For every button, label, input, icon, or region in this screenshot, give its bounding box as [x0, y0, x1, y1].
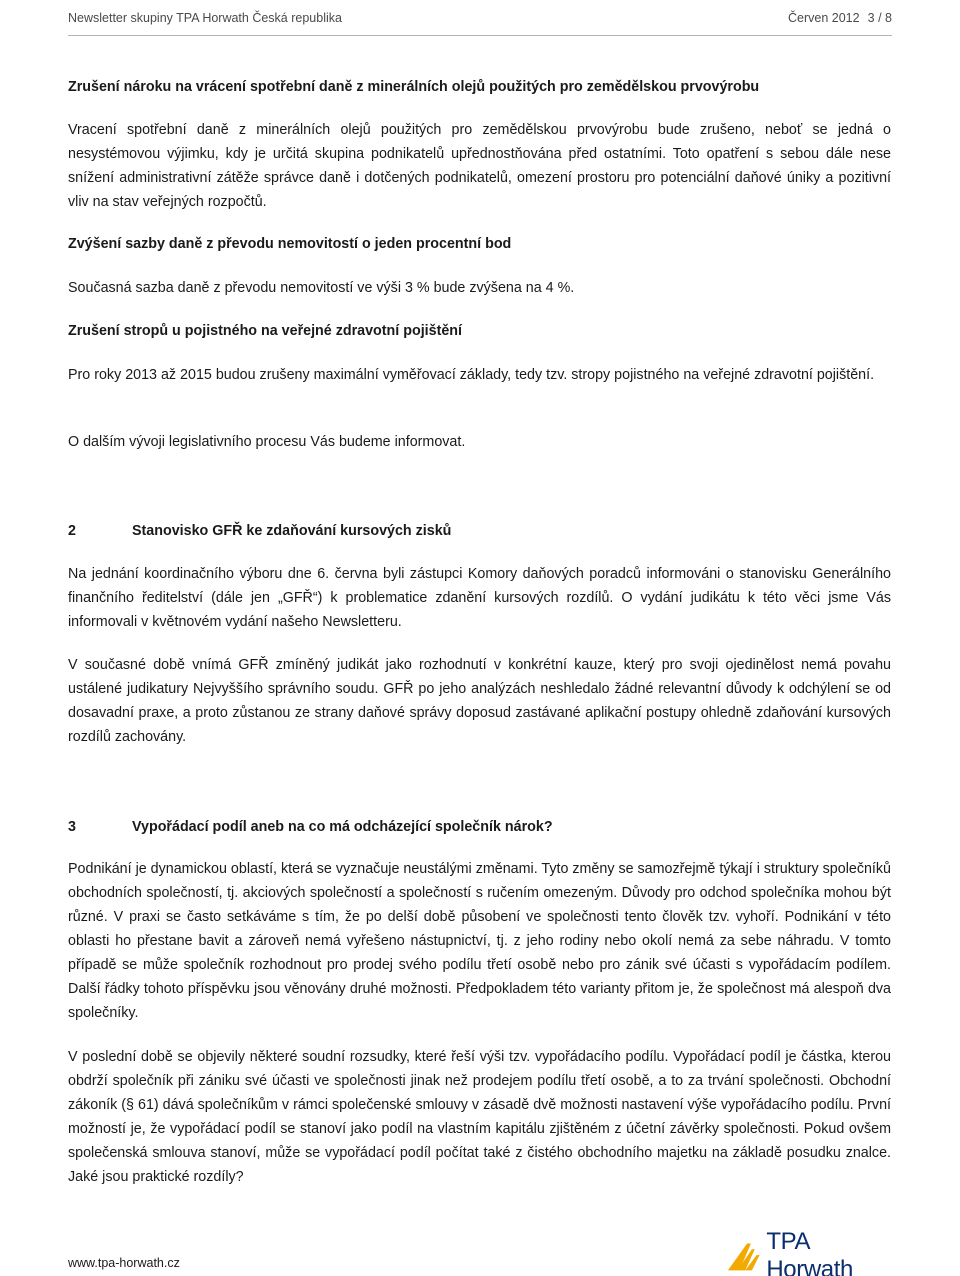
chapter-number: 3 — [68, 819, 76, 835]
section-heading-property-tax: Zvýšení sazby daně z převodu nemovitostí o jeden procentní bod — [68, 236, 512, 252]
paragraph-gfr-1: Na jednání koordinačního výboru dne 6. června byli zástupci Komory daňových poradců informováni o stanovisku Generálního finančního ředitelství (dále jen „GFŘ“) k problematice zdanění kursových rozdílů. O vydání judikátu k této věci jsme Vás informovali v květnovém vydání našeho Newsletteru. — [68, 566, 891, 630]
chapter-heading-settlement — [68, 815, 891, 839]
page-number: 3 / 8 — [867, 10, 892, 25]
issue-date: Červen 2012 — [788, 10, 860, 25]
chapter-number: 2 — [68, 523, 76, 539]
paragraph-settlement-1: Podnikání je dynamickou oblastí, která se vyznačuje neustálými změnami. Tyto změny se samozřejmě týkají i struktury společníků obchodních společností, tj. akciových společností a společností s ručením omezeným. Důvody pro odchod společníka mohou být různé. V praxi se často setkáváme s tím, že po delší době působení ve společnosti tento člověk tzv. vyhoří. Podnikání v této oblasti ho přestane bavit a zároveň nemá vyřešeno nástupnictví, tj. z jeho rodiny nebo okolí nemá za sebe náhradu. V tomto případě se může společník rozhodnout pro prodej svého podílu třetí osobě nebo pro zánik své účasti s vypořádacím podílem. Další řádky tohoto příspěvku jsou věnovány druhé možnosti. Předpokladem této varianty přitom je, že společnost má alespoň dva společníky. — [68, 861, 891, 1021]
paragraph-mineral-oils: Vracení spotřební daně z minerálních olejů použitých pro zemědělskou prvovýrobu bude zrušeno, neboť se jedná o nesystémovou výjimku, kdy je určitá skupina podnikatelů upřednostňována před ostatními. Toto opatření s sebou dále nese snížení administrativní zátěže správce daně i dotčených podnikatelů, omezení prostoru pro potenciální daňové úniky a pozitivní vliv na stav veřejných rozpočtů. — [68, 122, 891, 210]
paragraph-property-tax: Současná sazba daně z převodu nemovitostí ve výši 3 % bude zvýšena na 4 %. — [68, 280, 575, 296]
chapter-heading-gfr — [68, 519, 891, 543]
paragraph-insurance-caps: Pro roky 2013 až 2015 budou zrušeny maximální vyměřovací základy, tedy tzv. stropy pojistného na veřejné zdravotní pojištění. — [68, 367, 875, 383]
logo-text: TPA Horwath — [766, 1228, 853, 1276]
paragraph-settlement-2: V poslední době se objevily některé soudní rozsudky, které řeší výši tzv. vypořádacího podílu. Vypořádací podíl je částka, kterou obdrží společník při zániku své účasti ve společnosti jinak než prodejem podílu třetí osobě, a to za trvání společnosti. Obchodní zákoník (§ 61) dává společníkům v rámci společenské smlouvy v zásadě dvě možnosti nastavení výše vypořádacího podílu. První možností je, že vypořádací podíl se stanoví jako podíl na vlastním kapitálu zjištěném z účetní závěrky společnosti. Pokud ovšem společenská smlouva stanoví, může se vypořádací podíl počítat také z čistého obchodního majetku na základě posudku znalce. Jaké jsou praktické rozdíly? — [68, 1049, 891, 1185]
paragraph-further-info: O dalším vývoji legislativního procesu Vás budeme informovat. — [68, 434, 466, 450]
paragraph-gfr-2: V současné době vnímá GFŘ zmíněný judikát jako rozhodnutí v konkrétní kauze, který pro svoji ojedinělost nemá povahu ustálené judikatury Nejvyššího správního soudu. GFŘ po jeho analýzách neshledalo žádné relevantní důvody k odchýlení se od dosavadní praxe, a proto zůstanou ze strany daňové správy doposud zastávané aplikační postupy ohledně zdaňování kursových rozdílů zachovány. — [68, 657, 891, 745]
footer-website[interactable]: www.tpa-horwath.cz — [68, 1256, 180, 1270]
newsletter-title: Newsletter skupiny TPA Horwath Česká republika — [68, 10, 342, 25]
tpa-horwath-logo — [726, 1228, 896, 1276]
chapter-title: Stanovisko GFŘ ke zdaňování kursových zisků — [132, 523, 452, 539]
section-heading-insurance-caps: Zrušení stropů u pojistného na veřejné zdravotní pojištění — [68, 323, 463, 339]
chapter-title: Vypořádací podíl aneb na co má odcházející společník nárok? — [132, 819, 553, 835]
logo-mark-icon — [726, 1239, 764, 1273]
page-header — [68, 0, 892, 36]
section-heading-mineral-oils: Zrušení nároku na vrácení spotřební daně z minerálních olejů použitých pro zemědělskou prvovýrobu — [68, 79, 760, 95]
